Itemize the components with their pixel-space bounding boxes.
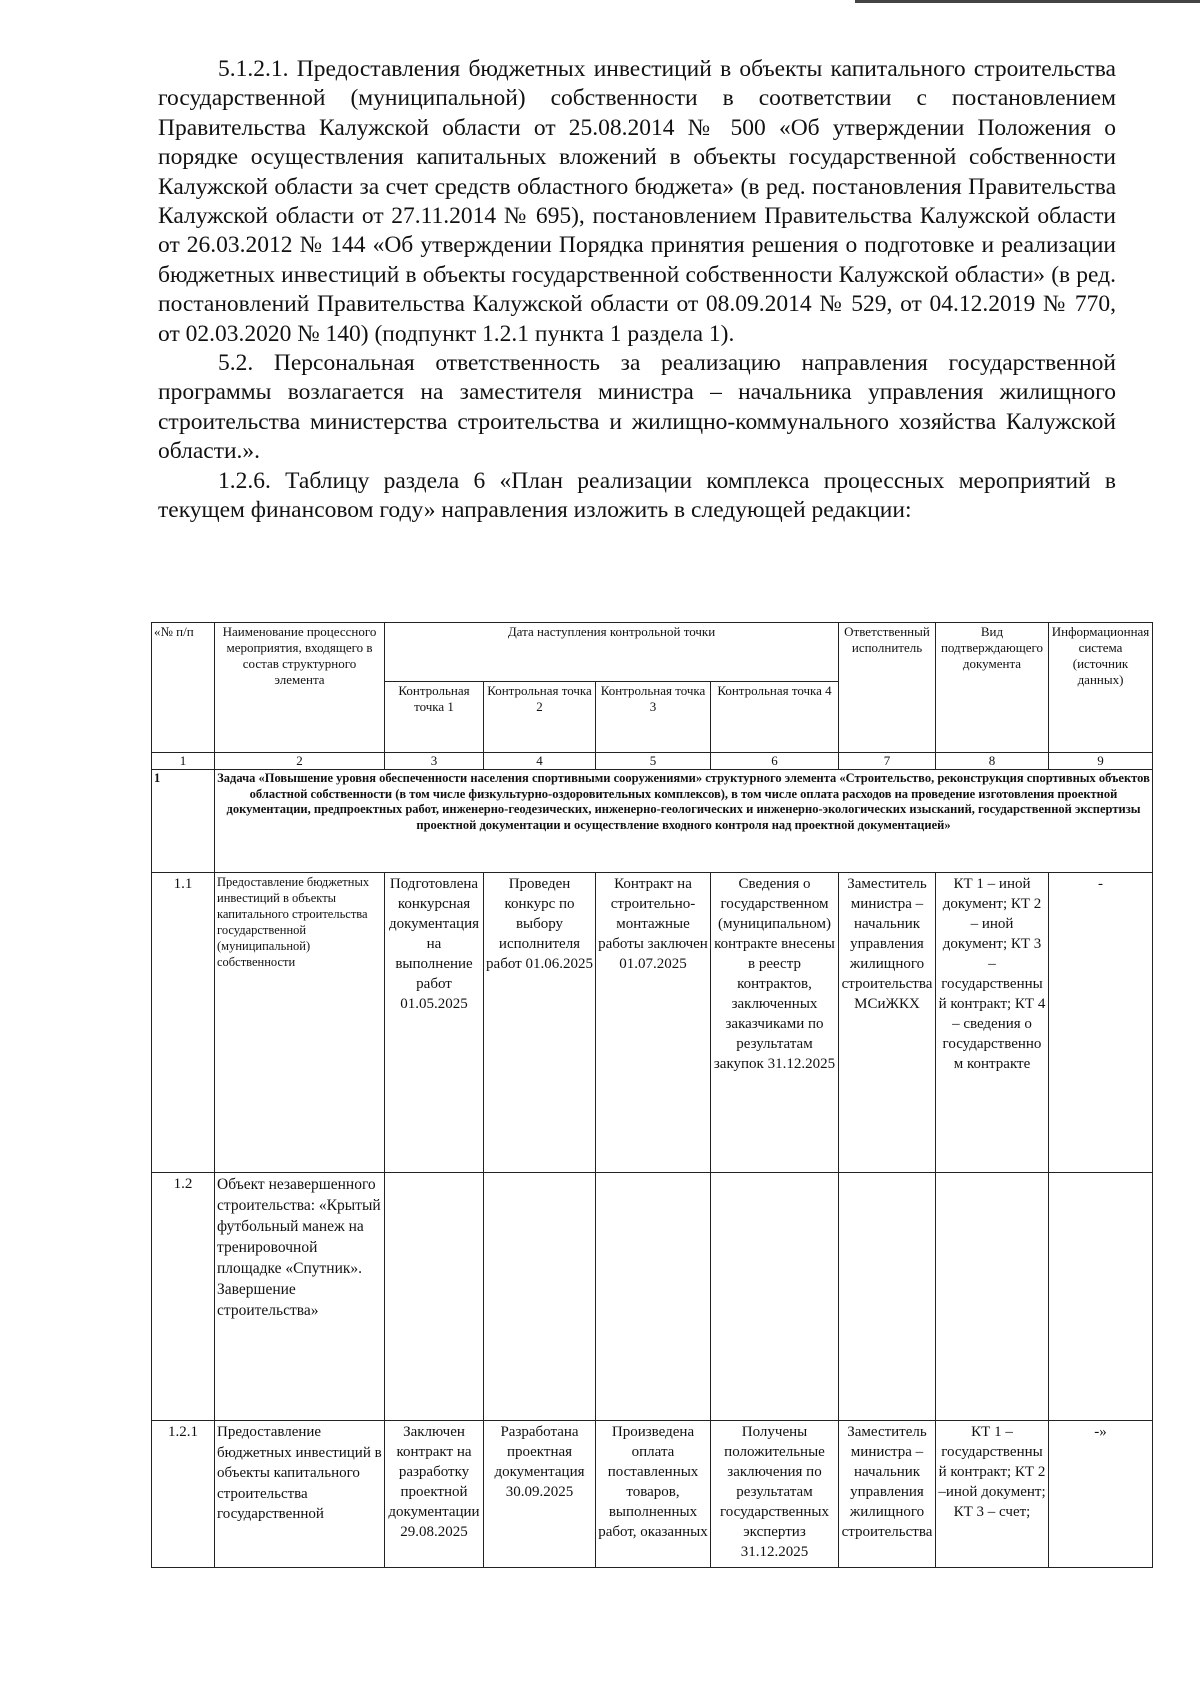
row-document: КТ 1 – иной документ; КТ 2 – иной документ; КТ 3 – государственный контракт; КТ 4 – сведения о государственном контракте — [936, 873, 1049, 1173]
column-number: 4 — [484, 753, 596, 770]
row-kt3: Контракт на строительно-монтажные работы заключен 01.07.2025 — [596, 873, 711, 1173]
paragraph-5-2: 5.2. Персональная ответственность за реализацию направления государственной программы возлагается на заместителя министра – начальника управления жилищного строительства министерства строительства и жилищно-коммунального хозяйства Калужской области.». — [158, 350, 1116, 465]
task-num: 1 — [152, 770, 215, 873]
row-info: -» — [1049, 1421, 1153, 1568]
column-number: 2 — [215, 753, 385, 770]
header-document: Вид подтверждающего документа — [936, 623, 1049, 753]
header-kt4: Контрольная точка 4 — [711, 682, 839, 753]
header-kt3: Контрольная точка 3 — [596, 682, 711, 753]
column-number: 5 — [596, 753, 711, 770]
row-document — [936, 1173, 1049, 1421]
row-responsible — [839, 1173, 936, 1421]
header-date-group: Дата наступления контрольной точки — [385, 623, 839, 682]
header-num: «№ п/п — [152, 623, 215, 753]
row-kt4: Получены положительные заключения по результатам государственных экспертиз 31.12.2025 — [711, 1421, 839, 1568]
task-text: Задача «Повышение уровня обеспеченности населения спортивными сооружениями» структурного элемента «Строительство, реконструкция спортивных объектов областной собственности (в том числе физкультурно-оздоровительных комплексов), в том числе оплата расходов на проведение изготовления проектной документации, предпроектных работ, инженерно-геодезических, инженерно-геологических и инженерно-экологических изысканий, государственной экспертизы проектной документации и осуществление входного контроля над проектной документацией» — [215, 770, 1153, 873]
header-row-1 — [152, 623, 1153, 682]
row-name: Предоставление бюджетных инвестиций в объекты капитального строительства государственной — [215, 1421, 385, 1568]
row-num: 1.2.1 — [152, 1421, 215, 1568]
header-kt2: Контрольная точка 2 — [484, 682, 596, 753]
row-kt2: Проведен конкурс по выбору исполнителя работ 01.06.2025 — [484, 873, 596, 1173]
row-kt4: Сведения о государственном (муниципальном) контракте внесены в реестр контрактов, заключенных заказчиками по результатам закупок 31.12.2025 — [711, 873, 839, 1173]
paragraph-5-1-2-1: 5.1.2.1. Предоставления бюджетных инвестиций в объекты капитального строительства государственной (муниципальной) собственности в соответствии с постановлением Правительства Калужской области от 25.08.2014 № 500 «Об утверждении Положения о порядке осуществления капитальных вложений в объекты государственной собственности Калужской области за счет средств областного бюджета» (в ред. постановления Правительства Калужской области от 27.11.2014 № 695), постановлением Правительства Калужской области от 26.03.2012 № 144 «Об утверждении Порядка принятия решения о подготовке и реализации бюджетных инвестиций в объекты государственной собственности Калужской области» (в ред. постановлений Правительства Калужской области от 08.09.2014 № 529, от 04.12.2019 № 770, от 02.03.2020 № 140) (подпункт 1.2.1 пункта 1 раздела 1). — [158, 56, 1116, 347]
header-name: Наименование процессного мероприятия, входящего в состав структурного элемента — [215, 623, 385, 753]
table-row — [152, 1173, 1153, 1421]
row-kt3: Произведена оплата поставленных товаров, выполненных работ, оказанных — [596, 1421, 711, 1568]
row-kt1 — [385, 1173, 484, 1421]
row-num: 1.2 — [152, 1173, 215, 1421]
row-name: Объект незавершенного строительства: «Крытый футбольный манеж на тренировочной площадке «Спутник». Завершение строительства» — [215, 1173, 385, 1421]
paragraph-1-2-6: 1.2.6. Таблицу раздела 6 «План реализации комплекса процессных мероприятий в текущем финансовом году» направления изложить в следующей редакции: — [158, 467, 1116, 524]
task-row — [152, 770, 1153, 873]
row-num: 1.1 — [152, 873, 215, 1173]
row-kt4 — [711, 1173, 839, 1421]
column-number: 7 — [839, 753, 936, 770]
plan-table — [151, 622, 1153, 1568]
column-numbers-row — [152, 753, 1153, 770]
row-info — [1049, 1173, 1153, 1421]
row-info: - — [1049, 873, 1153, 1173]
row-responsible: Заместитель министра – начальник управления жилищного строительства МСиЖКХ — [839, 873, 936, 1173]
row-document: КТ 1 – государственный контракт; КТ 2 –иной документ; КТ 3 – счет; — [936, 1421, 1049, 1568]
column-number: 3 — [385, 753, 484, 770]
row-kt1: Заключен контракт на разработку проектной документации 29.08.2025 — [385, 1421, 484, 1568]
row-responsible: Заместитель министра – начальник управления жилищного строительства — [839, 1421, 936, 1568]
header-responsible: Ответственный исполнитель — [839, 623, 936, 753]
row-kt2: Разработана проектная документация 30.09.2025 — [484, 1421, 596, 1568]
table-row — [152, 1421, 1153, 1568]
row-kt3 — [596, 1173, 711, 1421]
column-number: 6 — [711, 753, 839, 770]
header-info-system: Информационная система (источник данных) — [1049, 623, 1153, 753]
document-text — [158, 55, 1116, 526]
column-number: 9 — [1049, 753, 1153, 770]
column-number: 8 — [936, 753, 1049, 770]
top-edge-rule — [855, 0, 1200, 3]
row-name: Предоставление бюджетных инвестиций в объекты капитального строительства государственной (муниципальной) собственности — [215, 873, 385, 1173]
row-kt2 — [484, 1173, 596, 1421]
column-number: 1 — [152, 753, 215, 770]
row-kt1: Подготовлена конкурсная документация на выполнение работ 01.05.2025 — [385, 873, 484, 1173]
header-kt1: Контрольная точка 1 — [385, 682, 484, 753]
table-row — [152, 873, 1153, 1173]
